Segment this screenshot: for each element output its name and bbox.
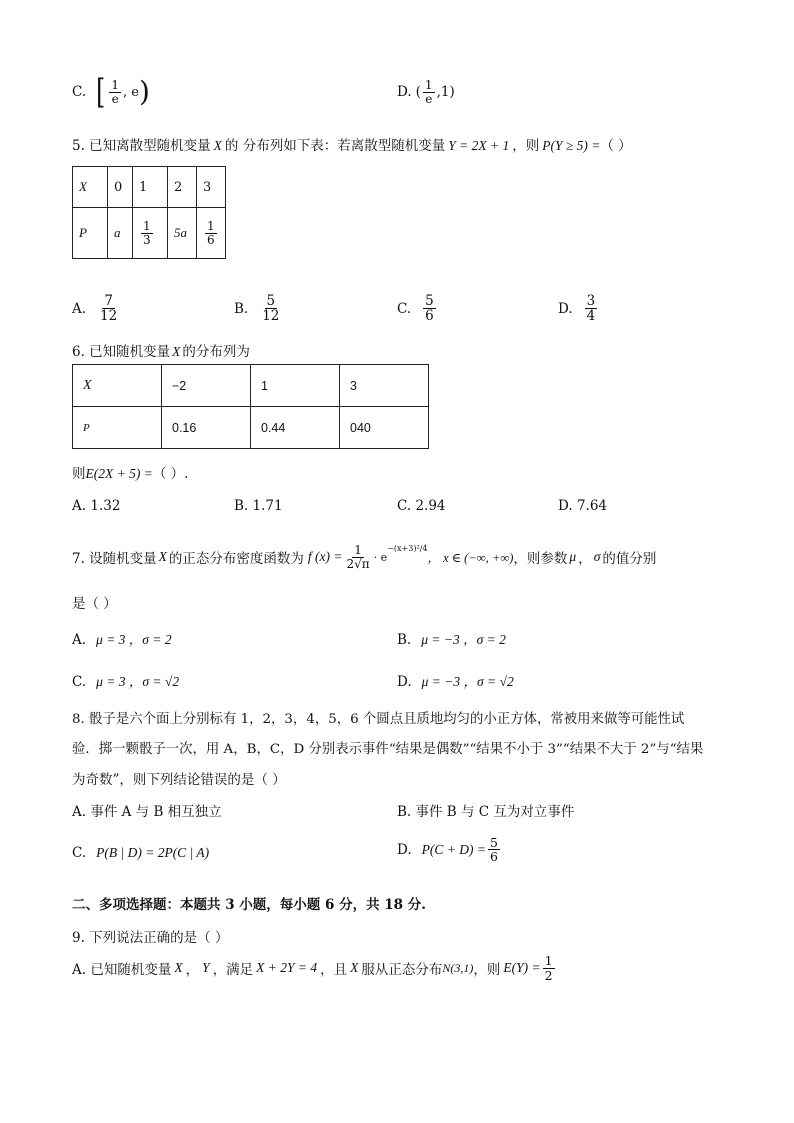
q6-text-b: 的分布列为: [182, 344, 250, 360]
table-cell: 2: [168, 167, 197, 208]
option-label: D.: [558, 498, 573, 514]
q7-option-c: [72, 670, 179, 690]
option-value: P(C + D) =: [421, 841, 486, 857]
fraction-denominator: 12: [262, 308, 280, 325]
q4-option-d-tail: ,1): [436, 84, 455, 100]
var-x: X: [350, 960, 359, 975]
q7-text-b: 的正态分布密度函数为: [168, 551, 304, 567]
comma: ，: [185, 962, 200, 978]
option-value: μ = 3 ，σ = 2: [96, 632, 172, 647]
q7-domain: ， x ∈ (−∞, +∞): [427, 551, 514, 565]
option-label: B.: [234, 498, 249, 514]
option-fraction: [423, 294, 436, 323]
q4-option-c-tail: , e: [123, 84, 140, 100]
fraction-numerator: 1: [424, 77, 433, 92]
table-cell: [197, 208, 226, 259]
q5-answer-paren: （ ）: [600, 138, 632, 154]
table-cell: 1: [251, 365, 340, 407]
q5-option-b: [234, 294, 283, 323]
fraction-numerator: 1: [354, 542, 362, 557]
q6-question: [72, 462, 188, 482]
q6-distribution-table: [72, 364, 429, 449]
cell-fraction: [205, 220, 217, 246]
q8-option-a: A. 事件 A 与 B 相互独立: [72, 804, 222, 820]
q6-option-b: [234, 498, 283, 514]
table-cell: 0.16: [162, 407, 251, 449]
option-fraction: [98, 294, 119, 323]
table-cell: [133, 208, 168, 259]
q7-exp-sup: −(x+3)²/4: [387, 543, 428, 553]
option-label: C.: [72, 674, 87, 690]
q5-option-d: [558, 294, 599, 323]
q9-stem: 9. 下列说法正确的是（ ）: [72, 930, 229, 946]
fraction-numerator: 5: [489, 835, 498, 850]
option-label: A.: [72, 300, 87, 317]
table-row: [73, 167, 226, 208]
option-label: B.: [397, 632, 412, 648]
var-x: X: [172, 344, 181, 359]
option-value: μ = −3 ，σ = √2: [421, 674, 514, 689]
q4-option-d-fraction: [423, 79, 435, 105]
q7-option-b: [397, 628, 506, 648]
option-value: μ = −3 ，σ = 2: [421, 632, 506, 647]
option-label: B.: [234, 300, 249, 317]
option-value: P(B | D) = 2P(C | A): [96, 845, 210, 860]
q5-text-b: 的 分布列如下表：若离散型随机变量: [224, 138, 446, 154]
q9-option-a: [72, 948, 557, 988]
q4-option-d-open: (: [415, 84, 421, 100]
option-value: 1.32: [90, 498, 121, 514]
q4-option-d: [397, 74, 455, 110]
fraction-numerator: 5: [266, 293, 276, 309]
fraction-denominator: 6: [425, 308, 434, 325]
q6-expr: E(2X + 5) =: [85, 466, 153, 481]
q6-option-d: [558, 498, 607, 514]
option-label: C.: [397, 498, 412, 514]
q5-stem: [72, 134, 632, 154]
left-bracket: [: [96, 72, 106, 112]
sigma-symbol: σ: [593, 549, 601, 564]
var-y: Y: [202, 960, 210, 975]
q8-stem-line1: 8. 骰子是六个面上分别标有 1，2，3，4，5，6 个圆点且质地均匀的小正方体，常被用来做等可能性试: [72, 712, 685, 727]
fraction-denominator: 6: [489, 849, 498, 865]
option-fraction: [543, 954, 555, 981]
option-fraction: [488, 836, 500, 863]
q7-text-d: 的值分别: [602, 551, 657, 567]
option-value: 1.71: [252, 498, 283, 514]
table-cell: 5a: [168, 208, 197, 259]
q4-option-c-label: C.: [72, 84, 87, 100]
table-cell: P: [73, 407, 162, 449]
table-cell: 0.44: [251, 407, 340, 449]
q5-distribution-table: [72, 166, 226, 259]
option-label: C.: [397, 300, 412, 317]
var-x: X: [174, 960, 183, 975]
q4-option-c-fraction: [109, 79, 121, 105]
q6-text-a: 6. 已知随机变量: [72, 344, 171, 360]
comma: ，: [578, 551, 592, 567]
fraction-numerator: 5: [425, 293, 434, 309]
table-cell: −2: [162, 365, 251, 407]
fraction-numerator: 1: [143, 218, 151, 233]
q8-option-d: [397, 836, 502, 863]
fraction-denominator: 4: [586, 308, 596, 325]
q8-stem-line2: 验．掷一颗骰子一次，用 A，B，C，D 分别表示事件“结果是偶数”“结果不小于 3”“结果不大于 2”与“结果: [72, 742, 704, 757]
q6-answer-paren: （ ）.: [152, 466, 189, 482]
q7-option-a: [72, 628, 172, 648]
q9-opt-a-normal: N(3,1): [442, 960, 474, 975]
option-fraction: [585, 294, 598, 323]
option-label: A.: [72, 498, 87, 514]
option-value: 2.94: [415, 498, 446, 514]
q4-option-d-label: D.: [397, 84, 412, 100]
q7-f-expr: f (x) =: [307, 549, 343, 564]
right-paren: ): [139, 75, 150, 108]
q9-opt-a-text1: A. 已知随机变量: [72, 962, 172, 978]
table-cell: X: [73, 365, 162, 407]
table-row: [73, 365, 429, 407]
q7-text-c: ，则参数: [513, 551, 568, 567]
table-row: [73, 208, 226, 259]
q4-option-c: [72, 72, 150, 112]
cell-fraction: [141, 220, 153, 246]
q5-text-c: ，则: [512, 138, 540, 154]
fraction-denominator: 6: [207, 232, 215, 247]
option-label: A.: [72, 632, 87, 648]
option-value: 7.64: [576, 498, 607, 514]
option-fraction: [260, 294, 281, 323]
fraction-numerator: 1: [207, 218, 215, 233]
q7-stem-line2: 是（ ）: [72, 596, 117, 612]
fraction-denominator: e: [111, 91, 119, 106]
q9-opt-a-text5: ，则: [473, 962, 501, 978]
q7-option-d: [397, 670, 514, 690]
table-cell: P: [73, 208, 108, 259]
table-cell: 0: [108, 167, 133, 208]
table-cell: 040: [340, 407, 429, 449]
table-cell: 3: [197, 167, 226, 208]
var-x: X: [158, 549, 167, 564]
option-label: D.: [397, 674, 412, 690]
q9-opt-a-text4: 服从正态分布: [361, 962, 443, 978]
q5-option-a: [72, 294, 121, 323]
fraction-denominator: 2√π: [346, 556, 370, 571]
q6-option-c: [397, 498, 446, 514]
q5-option-c: [397, 294, 438, 323]
table-cell: 1: [133, 167, 168, 208]
option-value: μ = 3 ，σ = √2: [96, 674, 180, 689]
fraction-numerator: 1: [111, 77, 120, 92]
q6-option-a: [72, 498, 120, 514]
table-cell: X: [73, 167, 108, 208]
var-x: X: [213, 138, 222, 153]
q7-density-fraction: [345, 544, 372, 570]
q9-opt-a-expr: X + 2Y = 4: [256, 960, 318, 975]
fraction-numerator: 7: [104, 293, 113, 309]
q5-expr-p: P(Y ≥ 5) =: [542, 138, 601, 153]
q8-option-c: [72, 845, 209, 861]
fraction-denominator: 3: [143, 232, 151, 247]
q7-exp-base: · e: [373, 550, 388, 564]
q5-expr-y: Y = 2X + 1: [448, 138, 510, 153]
q6-stem-a: 则: [72, 466, 86, 482]
option-label: C.: [72, 845, 87, 861]
fraction-numerator: 3: [586, 293, 596, 309]
q6-stem: [72, 340, 250, 360]
mu-symbol: μ: [569, 549, 577, 564]
q9-opt-a-ey: E(Y) =: [503, 960, 541, 975]
fraction-denominator: e: [425, 91, 433, 106]
fraction-denominator: 12: [100, 308, 118, 325]
section-heading: 二、多项选择题：本题共 3 小题，每小题 6 分，共 18 分.: [72, 897, 426, 913]
table-cell: a: [108, 208, 133, 259]
q8-option-b: B. 事件 B 与 C 互为对立事件: [397, 804, 575, 820]
q8-stem-line3: 为奇数”，则下列结论错误的是（ ）: [72, 772, 286, 788]
table-cell: 3: [340, 365, 429, 407]
q5-text-a: 5. 已知离散型随机变量: [72, 138, 211, 154]
fraction-numerator: 1: [544, 953, 553, 969]
q7-stem: [72, 536, 656, 578]
option-label: D.: [558, 300, 573, 317]
fraction-denominator: 2: [544, 967, 553, 983]
table-row: [73, 407, 429, 449]
q9-opt-a-text3: ，且: [320, 962, 348, 978]
q7-text-a: 7. 设随机变量: [72, 551, 157, 567]
option-label: D.: [397, 841, 412, 858]
q9-opt-a-text2: ，满足: [212, 962, 254, 978]
